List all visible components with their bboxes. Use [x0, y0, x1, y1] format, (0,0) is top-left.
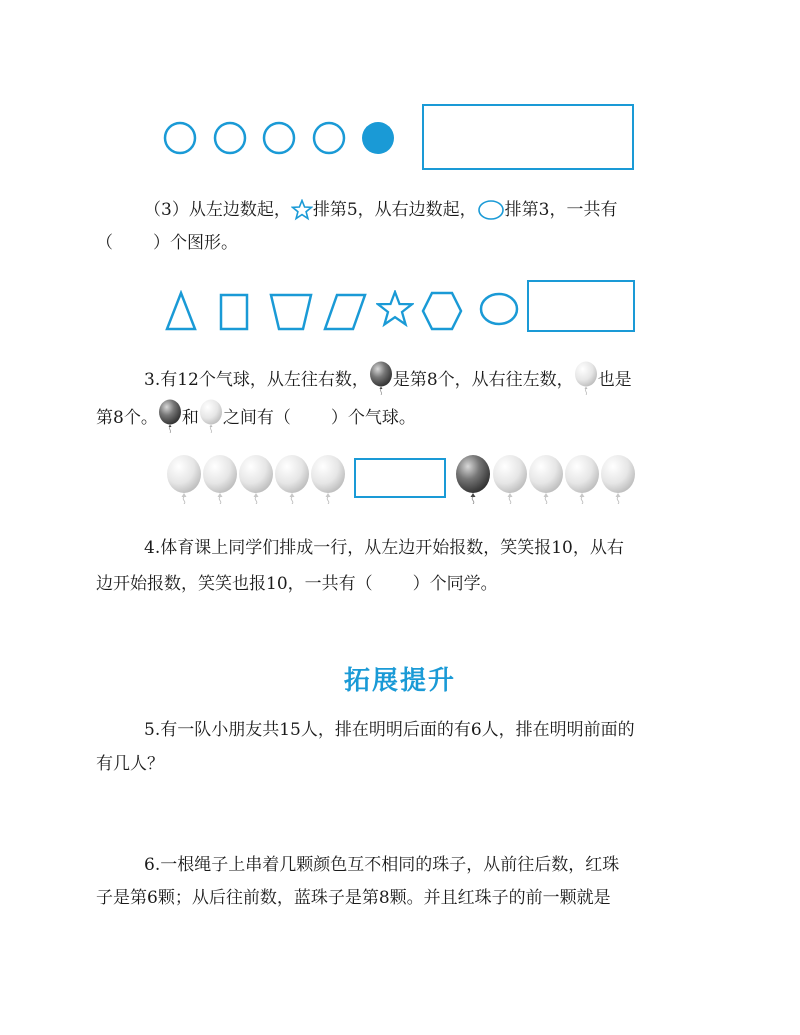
light-balloon-icon: [600, 454, 636, 504]
question-6-line1: 6.一根绳子上串着几颗颜色互不相同的珠子，从前往后数，红珠: [144, 855, 620, 875]
question-text: 也是: [597, 370, 632, 390]
answer-box-balloons[interactable]: [354, 458, 446, 498]
light-balloon-icon: [238, 454, 274, 504]
circle-filled-icon: [360, 120, 396, 156]
question-text: （3）从左边数起，: [144, 200, 291, 220]
question-text: ）个图形。: [153, 233, 238, 253]
circle-outline-icon: [162, 120, 198, 156]
light-balloon-icon: [166, 454, 202, 504]
star-outline-icon: [291, 199, 313, 221]
bracket-open: （: [96, 233, 113, 253]
question-text: 和: [181, 408, 199, 428]
question-text: ）个同学。: [412, 574, 498, 594]
circle-outline-icon: [261, 120, 297, 156]
question-4-line2: [96, 572, 498, 596]
question-text: 第8个。: [96, 408, 158, 428]
light-balloon-icon: [310, 454, 346, 504]
light-balloon-icon: [528, 454, 564, 504]
dark-balloon-icon: [369, 361, 393, 395]
question-text: 3.有12个气球，从左往右数，: [144, 370, 369, 390]
ellipse-icon: [478, 291, 520, 327]
answer-box-circles[interactable]: [422, 104, 634, 170]
question-text: 是第8个，从右往左数，: [392, 370, 574, 390]
question-text: 排第5，从右边数起，: [312, 200, 477, 220]
answer-box-shapes[interactable]: [527, 280, 635, 332]
question-5-line1: 5.有一队小朋友共15人，排在明明后面的有6人，排在明明前面的: [144, 720, 635, 740]
ellipse-outline-icon: [477, 199, 505, 221]
dark-balloon-icon: [455, 454, 491, 504]
dark-balloon-icon: [158, 399, 182, 433]
circle-outline-icon: [212, 120, 248, 156]
question-text: 排第3，一共有: [504, 200, 618, 220]
question-2-3-line1: [144, 198, 617, 222]
question-6-line2: 子是第6颗；从后往前数，蓝珠子是第8颗。并且红珠子的前一颗就是: [96, 888, 611, 908]
square-icon: [218, 292, 250, 332]
question-text: 之间有（: [222, 408, 291, 428]
parallelogram-icon: [322, 292, 368, 332]
triangle-icon: [164, 290, 198, 332]
question-3-line1: [144, 361, 632, 395]
light-balloon-icon: [274, 454, 310, 504]
trapezoid-icon: [268, 292, 314, 332]
hexagon-icon: [420, 290, 464, 332]
section-title: 拓展提升: [343, 666, 456, 696]
light-balloon-icon: [574, 361, 598, 395]
question-5-line2: 有几人？: [96, 754, 164, 774]
light-balloon-icon: [202, 454, 238, 504]
question-text: ）个气球。: [330, 408, 416, 428]
star-icon: [376, 290, 414, 328]
light-balloon-icon: [564, 454, 600, 504]
question-2-3-line2: [96, 231, 238, 255]
question-4-line1: 4.体育课上同学们排成一行，从左边开始报数，笑笑报10，从右: [144, 538, 624, 558]
question-text: 边开始报数，笑笑也报10，一共有（: [96, 574, 373, 594]
circle-outline-icon: [311, 120, 347, 156]
light-balloon-icon: [199, 399, 223, 433]
question-3-line2: [96, 399, 416, 433]
light-balloon-icon: [492, 454, 528, 504]
